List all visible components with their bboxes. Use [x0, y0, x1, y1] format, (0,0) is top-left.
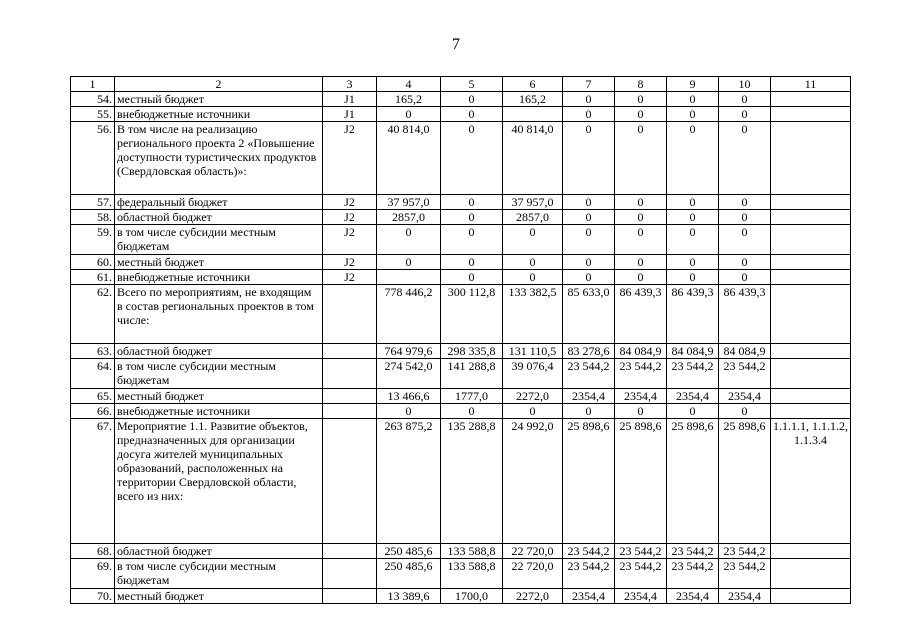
row-target-ref [771, 210, 851, 225]
row-code: J1 [323, 92, 377, 107]
row-target-ref [771, 195, 851, 210]
column-header: 7 [563, 77, 615, 92]
row-name: местный бюджет [115, 255, 323, 270]
row-value: 0 [719, 255, 771, 270]
row-value: 2354,4 [667, 589, 719, 604]
row-value: 0 [719, 270, 771, 285]
row-value: 2857,0 [503, 210, 563, 225]
row-value: 1700,0 [441, 589, 503, 604]
row-number: 63. [71, 344, 115, 359]
row-value: 250 485,6 [377, 559, 441, 589]
column-header: 8 [615, 77, 667, 92]
row-value: 0 [615, 92, 667, 107]
row-value: 0 [719, 404, 771, 419]
row-value: 0 [563, 225, 615, 255]
row-target-ref [771, 122, 851, 195]
row-value: 0 [441, 107, 503, 122]
row-number: 59. [71, 225, 115, 255]
row-value: 1777,0 [441, 389, 503, 404]
row-value: 0 [563, 92, 615, 107]
row-value: 0 [667, 107, 719, 122]
row-value: 131 110,5 [503, 344, 563, 359]
row-value [377, 270, 441, 285]
row-value: 2857,0 [377, 210, 441, 225]
row-value: 141 288,8 [441, 359, 503, 389]
row-name: в том числе субсидии местным бюджетам [115, 359, 323, 389]
row-value: 40 814,0 [503, 122, 563, 195]
row-value: 23 544,2 [563, 559, 615, 589]
row-value: 0 [719, 107, 771, 122]
row-target-ref [771, 107, 851, 122]
row-code [323, 285, 377, 344]
header-row [71, 77, 851, 92]
row-name: В том числе на реализацию регионального проекта 2 «Повышение доступности туристических продуктов (Свердловская область)»: [115, 122, 323, 195]
row-target-ref [771, 285, 851, 344]
row-code [323, 389, 377, 404]
row-code [323, 589, 377, 604]
row-value: 84 084,9 [615, 344, 667, 359]
row-code [323, 359, 377, 389]
page-number: 7 [452, 36, 460, 53]
row-value: 0 [441, 255, 503, 270]
row-target-ref [771, 589, 851, 604]
table-row [71, 389, 851, 404]
row-value: 133 588,8 [441, 559, 503, 589]
row-value: 25 898,6 [563, 419, 615, 544]
row-name: местный бюджет [115, 92, 323, 107]
table-row [71, 285, 851, 344]
row-number: 60. [71, 255, 115, 270]
row-value: 0 [563, 195, 615, 210]
row-value: 2272,0 [503, 389, 563, 404]
row-name: в том числе субсидии местным бюджетам [115, 559, 323, 589]
row-number: 55. [71, 107, 115, 122]
row-value: 0 [441, 270, 503, 285]
row-value: 37 957,0 [503, 195, 563, 210]
row-value: 133 382,5 [503, 285, 563, 344]
row-value: 0 [667, 225, 719, 255]
row-number: 57. [71, 195, 115, 210]
row-value: 2354,4 [667, 389, 719, 404]
row-value: 133 588,8 [441, 544, 503, 559]
row-value: 0 [563, 404, 615, 419]
row-number: 68. [71, 544, 115, 559]
row-value: 250 485,6 [377, 544, 441, 559]
row-number: 58. [71, 210, 115, 225]
row-value: 0 [441, 404, 503, 419]
row-value: 13 466,6 [377, 389, 441, 404]
row-value: 0 [563, 122, 615, 195]
table-row [71, 559, 851, 589]
row-value: 0 [667, 210, 719, 225]
row-value: 23 544,2 [719, 559, 771, 589]
row-code: J2 [323, 225, 377, 255]
table-row [71, 544, 851, 559]
row-name: Всего по мероприятиям, не входящим в состав региональных проектов в том числе: [115, 285, 323, 344]
row-value: 0 [377, 404, 441, 419]
row-value: 0 [377, 225, 441, 255]
row-value: 0 [441, 225, 503, 255]
row-code: J2 [323, 195, 377, 210]
row-code: J2 [323, 270, 377, 285]
column-header: 9 [667, 77, 719, 92]
column-header: 3 [323, 77, 377, 92]
row-value: 764 979,6 [377, 344, 441, 359]
row-value: 84 084,9 [719, 344, 771, 359]
row-value: 0 [667, 122, 719, 195]
row-number: 70. [71, 589, 115, 604]
row-value: 0 [667, 195, 719, 210]
row-value: 0 [719, 225, 771, 255]
column-header: 5 [441, 77, 503, 92]
row-value: 0 [377, 107, 441, 122]
row-value: 22 720,0 [503, 559, 563, 589]
row-target-ref [771, 225, 851, 255]
row-target-ref [771, 559, 851, 589]
row-value: 298 335,8 [441, 344, 503, 359]
row-value: 0 [719, 195, 771, 210]
row-target-ref [771, 359, 851, 389]
table-row [71, 359, 851, 389]
row-value: 0 [719, 92, 771, 107]
row-value: 0 [667, 255, 719, 270]
row-value: 0 [615, 255, 667, 270]
row-value: 24 992,0 [503, 419, 563, 544]
row-value: 0 [615, 122, 667, 195]
row-value: 263 875,2 [377, 419, 441, 544]
table-row [71, 255, 851, 270]
row-value: 0 [563, 107, 615, 122]
row-target-ref [771, 404, 851, 419]
row-number: 54. [71, 92, 115, 107]
row-value: 0 [503, 270, 563, 285]
row-value: 0 [615, 107, 667, 122]
row-value: 0 [667, 404, 719, 419]
row-value: 0 [719, 122, 771, 195]
row-value: 2354,4 [615, 389, 667, 404]
row-value: 25 898,6 [719, 419, 771, 544]
row-value: 25 898,6 [615, 419, 667, 544]
row-value: 23 544,2 [563, 359, 615, 389]
column-header: 6 [503, 77, 563, 92]
row-number: 69. [71, 559, 115, 589]
row-value: 23 544,2 [563, 544, 615, 559]
table-row [71, 210, 851, 225]
row-value: 0 [503, 404, 563, 419]
row-value: 23 544,2 [667, 559, 719, 589]
table-row [71, 107, 851, 122]
row-value: 165,2 [503, 92, 563, 107]
row-value: 23 544,2 [615, 359, 667, 389]
row-number: 65. [71, 389, 115, 404]
row-value: 0 [615, 225, 667, 255]
budget-table [70, 76, 851, 604]
row-target-ref [771, 344, 851, 359]
table-row [71, 92, 851, 107]
row-value: 0 [615, 210, 667, 225]
row-value: 86 439,3 [719, 285, 771, 344]
row-name: федеральный бюджет [115, 195, 323, 210]
row-value: 23 544,2 [667, 544, 719, 559]
row-value: 165,2 [377, 92, 441, 107]
row-value: 0 [441, 92, 503, 107]
row-value: 0 [377, 255, 441, 270]
row-value: 0 [503, 225, 563, 255]
row-value: 135 288,8 [441, 419, 503, 544]
row-value: 0 [615, 404, 667, 419]
table-row [71, 122, 851, 195]
row-value: 0 [441, 210, 503, 225]
row-value: 86 439,3 [667, 285, 719, 344]
row-number: 62. [71, 285, 115, 344]
row-value: 23 544,2 [615, 544, 667, 559]
row-value: 0 [615, 270, 667, 285]
table-row [71, 270, 851, 285]
table-row [71, 195, 851, 210]
row-value: 0 [563, 270, 615, 285]
row-value: 39 076,4 [503, 359, 563, 389]
row-code: J2 [323, 255, 377, 270]
row-value: 0 [563, 210, 615, 225]
row-target-ref [771, 255, 851, 270]
row-code [323, 544, 377, 559]
table-row [71, 225, 851, 255]
row-value: 778 446,2 [377, 285, 441, 344]
row-name: внебюджетные источники [115, 404, 323, 419]
row-value: 2354,4 [615, 589, 667, 604]
row-name: местный бюджет [115, 389, 323, 404]
row-value: 0 [615, 195, 667, 210]
row-number: 64. [71, 359, 115, 389]
row-name: внебюджетные источники [115, 270, 323, 285]
table-row [71, 404, 851, 419]
row-value: 23 544,2 [719, 544, 771, 559]
row-value: 300 112,8 [441, 285, 503, 344]
row-code [323, 419, 377, 544]
row-value: 2354,4 [719, 589, 771, 604]
row-value: 23 544,2 [615, 559, 667, 589]
row-value: 40 814,0 [377, 122, 441, 195]
row-value: 22 720,0 [503, 544, 563, 559]
row-target-ref [771, 270, 851, 285]
row-name: в том числе субсидии местным бюджетам [115, 225, 323, 255]
row-value: 2354,4 [563, 389, 615, 404]
row-value: 0 [667, 270, 719, 285]
row-name: местный бюджет [115, 589, 323, 604]
row-value: 2354,4 [719, 389, 771, 404]
row-value: 0 [719, 210, 771, 225]
row-value: 2354,4 [563, 589, 615, 604]
row-value: 83 278,6 [563, 344, 615, 359]
row-value: 86 439,3 [615, 285, 667, 344]
row-value: 0 [441, 195, 503, 210]
row-value: 23 544,2 [667, 359, 719, 389]
row-target-ref [771, 389, 851, 404]
row-value: 274 542,0 [377, 359, 441, 389]
row-value: 23 544,2 [719, 359, 771, 389]
row-code: J2 [323, 122, 377, 195]
row-value: 0 [667, 92, 719, 107]
row-name: внебюджетные источники [115, 107, 323, 122]
row-target-ref [771, 544, 851, 559]
row-number: 61. [71, 270, 115, 285]
row-name: областной бюджет [115, 544, 323, 559]
row-value [503, 107, 563, 122]
row-name: областной бюджет [115, 344, 323, 359]
column-header: 2 [115, 77, 323, 92]
row-value: 0 [503, 255, 563, 270]
row-target-ref: 1.1.1.1, 1.1.1.2, 1.1.3.4 [771, 419, 851, 544]
row-value: 2272,0 [503, 589, 563, 604]
row-number: 67. [71, 419, 115, 544]
row-value: 85 633,0 [563, 285, 615, 344]
row-value: 0 [441, 122, 503, 195]
row-target-ref [771, 92, 851, 107]
column-header: 11 [771, 77, 851, 92]
row-value: 84 084,9 [667, 344, 719, 359]
column-header: 10 [719, 77, 771, 92]
row-name: областной бюджет [115, 210, 323, 225]
table-row [71, 589, 851, 604]
row-value: 13 389,6 [377, 589, 441, 604]
row-value: 37 957,0 [377, 195, 441, 210]
column-header: 4 [377, 77, 441, 92]
row-code [323, 344, 377, 359]
row-code: J1 [323, 107, 377, 122]
row-number: 66. [71, 404, 115, 419]
table-row [71, 419, 851, 544]
row-code [323, 404, 377, 419]
row-number: 56. [71, 122, 115, 195]
row-code: J2 [323, 210, 377, 225]
column-header: 1 [71, 77, 115, 92]
row-value: 0 [563, 255, 615, 270]
table-row [71, 344, 851, 359]
row-value: 25 898,6 [667, 419, 719, 544]
row-code [323, 559, 377, 589]
row-name: Мероприятие 1.1. Развитие объектов, предназначенных для организации досуга жителей муниципальных образований, расположенных на территории Свердловской области, всего из них: [115, 419, 323, 544]
